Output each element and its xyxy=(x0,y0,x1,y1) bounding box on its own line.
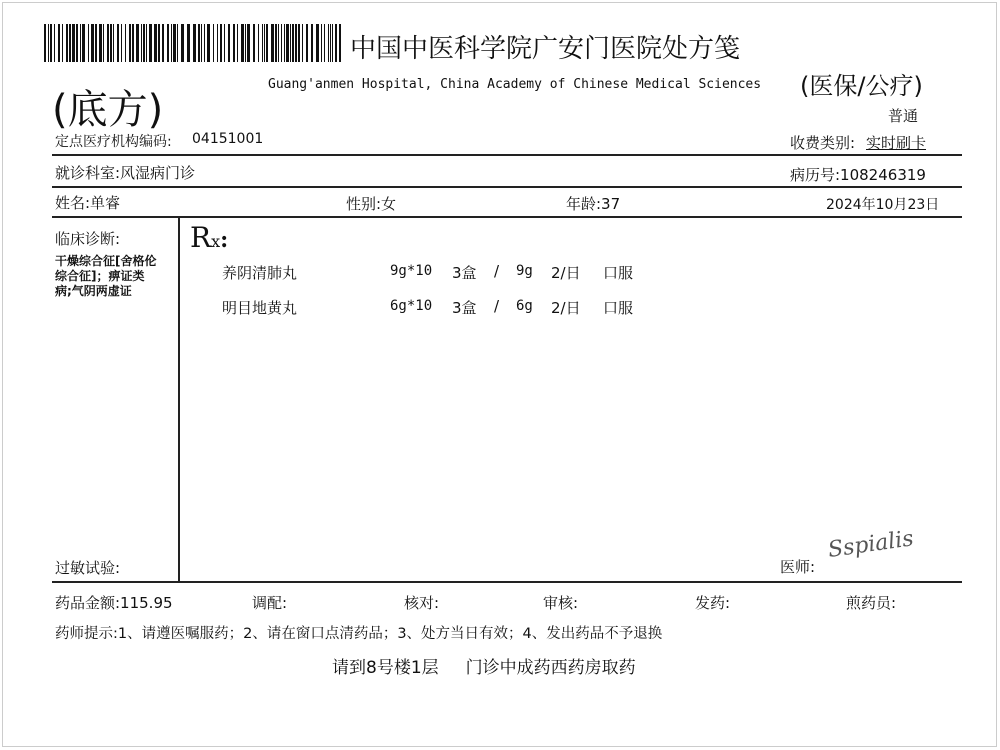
rx-item-dose: 9g xyxy=(516,263,533,279)
diagnosis-column-divider xyxy=(178,216,180,582)
barcode xyxy=(44,24,344,62)
fee-category-label: 收费类别: xyxy=(790,134,856,152)
hospital-name-en: Guang'anmen Hospital, China Academy of Chinese Medical Sciences xyxy=(268,77,762,92)
rx-item-name: 明目地黄丸 xyxy=(222,299,298,317)
rx-item-freq: 2/日 xyxy=(551,299,581,317)
rx-item-name: 养阴清肺丸 xyxy=(222,264,298,282)
decoct-label: 煎药员: xyxy=(846,594,897,612)
pharmacist-notice: 药师提示:1、请遵医嘱服药；2、请在窗口点清药品；3、处方当日有效；4、发出药品不予退换 xyxy=(55,626,663,642)
rx-item-sep: / xyxy=(494,262,500,280)
diagnosis-line-1: 干燥综合征[舍格伦 xyxy=(55,254,157,268)
issue-label: 发药: xyxy=(695,594,731,612)
rx-item-sep: / xyxy=(494,297,500,315)
fee-category: 实时刷卡 xyxy=(866,134,927,152)
diagnosis-line-2: 综合征]；痹证类 xyxy=(55,269,145,283)
rx-symbol-x: x xyxy=(211,232,221,251)
rx-item-route: 口服 xyxy=(603,264,634,282)
rx-item-spec: 9g*10 xyxy=(390,263,433,279)
review-label: 审核: xyxy=(543,594,579,612)
rx-item-freq: 2/日 xyxy=(551,264,581,282)
pickup-instruction: 请到8号楼1层 门诊中成药西药房取药 xyxy=(332,658,636,678)
rx-symbol-colon: : xyxy=(220,227,229,253)
divider-visit xyxy=(52,186,962,188)
rx-symbol-r: R xyxy=(190,221,212,254)
divider-patient xyxy=(52,216,962,218)
patient-age: 年龄:37 xyxy=(566,195,621,213)
diagnosis-label: 临床诊断: xyxy=(55,230,121,248)
patient-name: 姓名:单睿 xyxy=(55,194,121,212)
level: 普通 xyxy=(888,107,919,125)
rx-item-qty: 3盒 xyxy=(452,299,477,317)
institution-code-label: 定点医疗机构编码: xyxy=(55,134,172,150)
rx-item-qty: 3盒 xyxy=(452,264,477,282)
dispense-label: 调配: xyxy=(252,594,288,612)
drug-amount: 药品金额:115.95 xyxy=(55,594,173,612)
record-no: 病历号:108246319 xyxy=(790,166,926,184)
doctor-signature: Sspialis xyxy=(826,526,916,563)
visit-date: 2024年10月23日 xyxy=(826,197,940,213)
hospital-name-cn: 中国中医科学院广安门医院处方笺 xyxy=(350,34,741,64)
divider-bottom xyxy=(52,581,962,583)
allergy-label: 过敏试验: xyxy=(55,559,121,577)
rx-item-spec: 6g*10 xyxy=(390,298,433,314)
department: 就诊科室:风湿病门诊 xyxy=(55,164,196,182)
doctor-label: 医师: xyxy=(780,558,816,576)
insurance-type: (医保/公疗) xyxy=(800,72,923,100)
institution-code: 04151001 xyxy=(192,131,264,147)
rx-item-dose: 6g xyxy=(516,298,533,314)
rx-symbol xyxy=(190,221,229,256)
stub-label: (底方) xyxy=(52,87,164,133)
check-label: 核对: xyxy=(404,594,440,612)
patient-gender: 性别:女 xyxy=(346,195,397,213)
divider-top xyxy=(52,154,962,156)
diagnosis-line-3: 病;气阴两虚证 xyxy=(55,284,132,298)
rx-item-route: 口服 xyxy=(603,299,634,317)
